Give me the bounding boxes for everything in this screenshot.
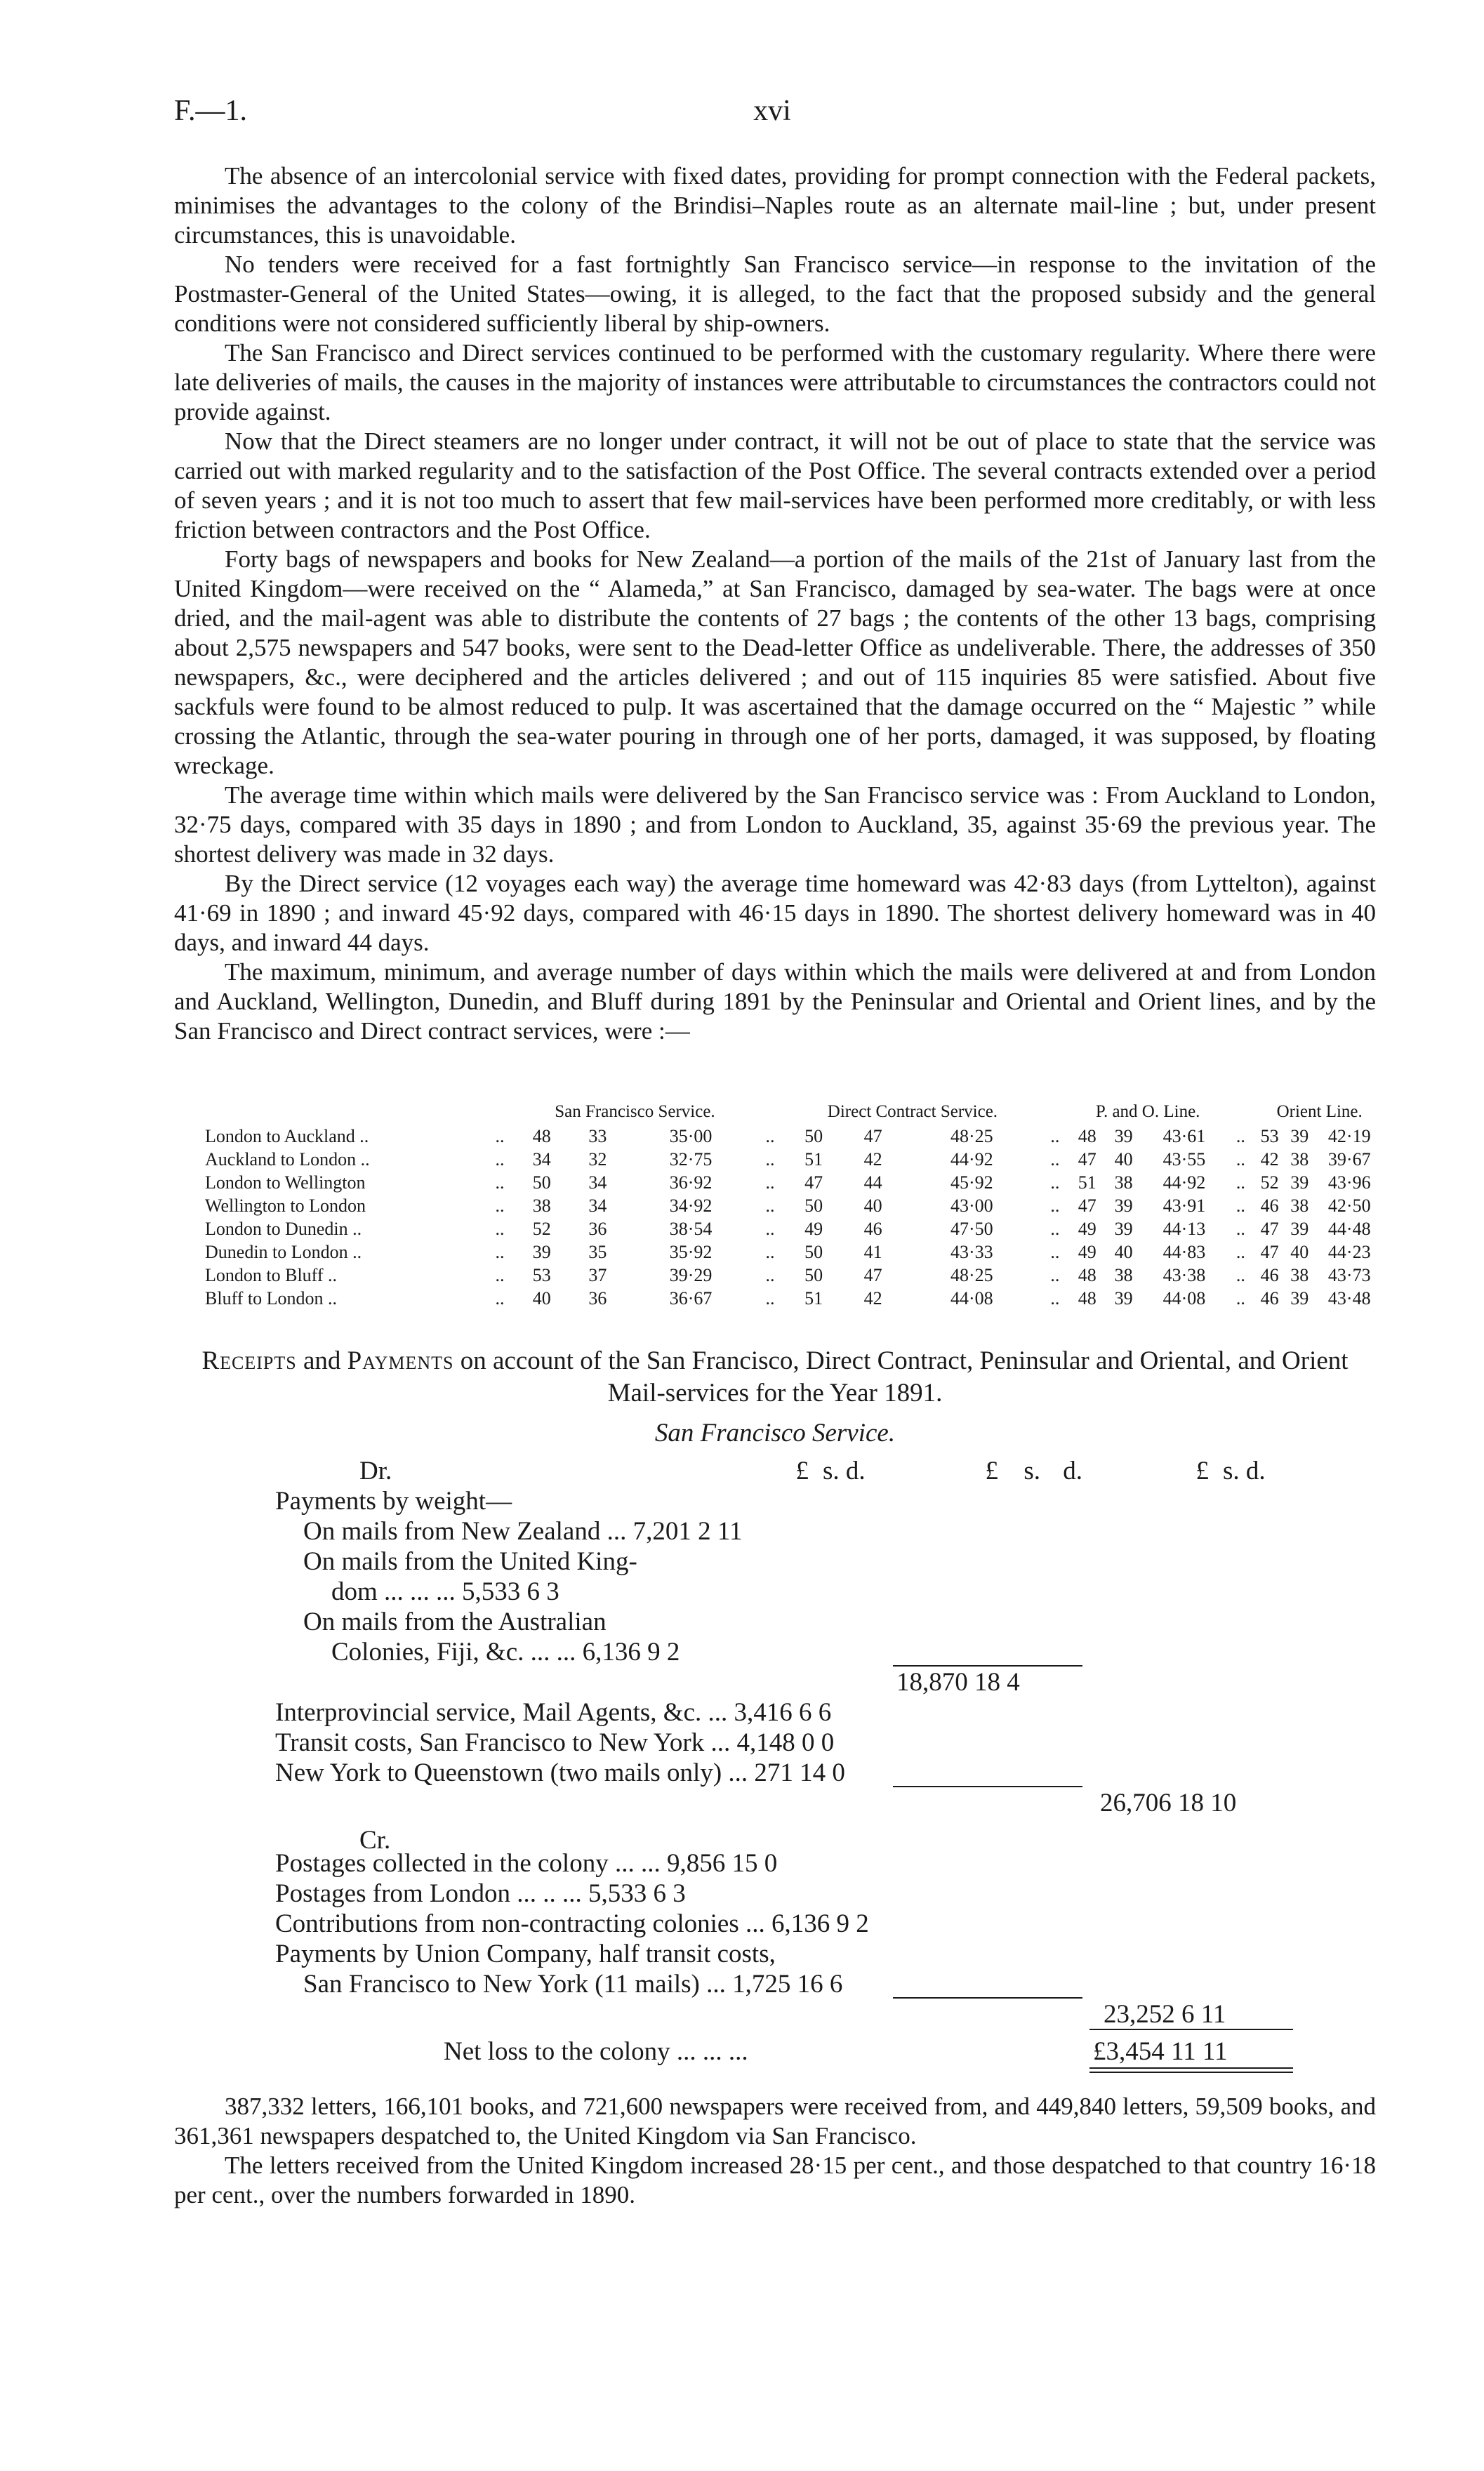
dc-min-cell: 40: [863, 1195, 882, 1216]
leader-dots: ..: [765, 1149, 775, 1170]
po-min-cell: 39: [1114, 1288, 1133, 1309]
receipts-payments-heading: [174, 1345, 1376, 1410]
or-avg-cell: 43·96: [1327, 1172, 1371, 1193]
dc-avg-cell: 43·00: [950, 1195, 993, 1216]
sf-min-cell: 36: [588, 1219, 607, 1239]
or-avg-cell: 42·19: [1327, 1126, 1371, 1146]
dc-max-cell: 50: [804, 1265, 823, 1285]
or-max-cell: 46: [1260, 1265, 1279, 1285]
po-min-cell: 38: [1114, 1265, 1133, 1285]
or-max-cell: 47: [1260, 1242, 1279, 1262]
po-max-cell: 48: [1078, 1126, 1097, 1146]
heading-rest: on account of the San Francisco, Direct Contract, Peninsular and Oriental, and Orient Mail-services for the Year 1891.: [460, 1346, 1349, 1407]
leader-dots: ..: [765, 1172, 775, 1193]
uk-mails-row-1: [275, 1546, 1279, 1577]
dc-avg-cell: 44·08: [950, 1288, 993, 1309]
weight-subtotal: 18,870 18 4: [896, 1668, 1020, 1697]
dc-min-cell: 46: [863, 1219, 882, 1239]
po-max-cell: 48: [1078, 1288, 1097, 1309]
dc-max-cell: 49: [804, 1219, 823, 1239]
sf-max-cell: 52: [532, 1219, 551, 1239]
dc-max-cell: 50: [804, 1195, 823, 1216]
dc-avg-cell: 47·50: [950, 1219, 993, 1239]
sf-max-cell: 38: [532, 1195, 551, 1216]
po-min-cell: 39: [1114, 1126, 1133, 1146]
header-sf-service: San Francisco Service.: [555, 1102, 715, 1121]
leader-dots: ..: [1235, 1172, 1245, 1193]
sf-min-cell: 36: [588, 1288, 607, 1309]
table-row: [205, 1264, 1384, 1287]
or-avg-cell: 43·48: [1327, 1288, 1371, 1309]
leader-dots: ..: [765, 1195, 775, 1216]
po-avg-cell: 44·08: [1162, 1288, 1206, 1309]
dc-avg-cell: 45·92: [950, 1172, 993, 1193]
po-max-cell: 48: [1078, 1265, 1097, 1285]
table-header-row: [205, 1104, 1384, 1125]
po-avg-cell: 44·92: [1162, 1172, 1206, 1193]
po-avg-cell: 43·61: [1162, 1126, 1206, 1146]
nz-mails-label: On mails from New Zealand ... 7,201 2 11: [303, 1517, 743, 1546]
col2-d-header: d.: [1063, 1457, 1082, 1485]
dc-avg-cell: 48·25: [950, 1126, 993, 1146]
leader-dots: ..: [765, 1265, 775, 1285]
leader-dots: ..: [495, 1126, 505, 1146]
table-row: [205, 1194, 1384, 1217]
header-orient: Orient Line.: [1276, 1102, 1363, 1121]
subtotal-row: [275, 1667, 1279, 1697]
po-max-cell: 49: [1078, 1242, 1097, 1262]
or-min-cell: 39: [1290, 1288, 1309, 1309]
leader-dots: ..: [1235, 1265, 1245, 1285]
or-min-cell: 40: [1290, 1242, 1309, 1262]
or-min-cell: 38: [1290, 1149, 1309, 1170]
leader-dots: ..: [1050, 1242, 1060, 1262]
cr-total: 23,252 6 11: [1104, 2000, 1226, 2029]
dc-min-cell: 42: [863, 1288, 882, 1309]
table-row: [205, 1171, 1384, 1194]
sf-max-cell: 40: [532, 1288, 551, 1309]
po-max-cell: 51: [1078, 1172, 1097, 1193]
sf-service-title: San Francisco Service.: [654, 1419, 896, 1448]
leader-dots: ..: [495, 1242, 505, 1262]
paragraph-intercolonial: The absence of an intercolonial service with fixed dates, providing for prompt connection with the Federal packets, minimises the advantages to the colony of the Brindisi–Naples route as an alternate mail-line ; but, under present circumstances, this is unavoidable.: [174, 162, 1376, 249]
col2-s-header: s.: [1023, 1457, 1040, 1485]
sf-min-cell: 34: [588, 1195, 607, 1216]
cr-total-rule: [893, 1997, 1082, 1999]
po-min-cell: 39: [1114, 1195, 1133, 1216]
account-header-row: [275, 1456, 1279, 1486]
route-cell: Dunedin to London ..: [205, 1242, 362, 1262]
dr-total-rule: [893, 1786, 1082, 1787]
sf-min-cell: 33: [588, 1126, 607, 1146]
sf-avg-cell: 36·67: [669, 1288, 713, 1309]
subtotal-rule: [893, 1665, 1082, 1667]
leader-dots: ..: [1050, 1195, 1060, 1216]
or-min-cell: 39: [1290, 1219, 1309, 1239]
dc-avg-cell: 44·92: [950, 1149, 993, 1170]
or-avg-cell: 44·48: [1327, 1219, 1371, 1239]
aus-mails-label-cont: Colonies, Fiji, &c. ... ... 6,136 9 2: [331, 1638, 680, 1667]
sf-min-cell: 34: [588, 1172, 607, 1193]
leader-dots: ..: [1235, 1149, 1245, 1170]
heading-receipts: Receipts: [201, 1346, 297, 1375]
dc-max-cell: 50: [804, 1126, 823, 1146]
sf-max-cell: 50: [532, 1172, 551, 1193]
sf-avg-cell: 38·54: [669, 1219, 713, 1239]
page-number: xvi: [753, 95, 791, 127]
sf-min-cell: 32: [588, 1149, 607, 1170]
net-loss-row: [275, 2036, 1279, 2067]
sf-account: [275, 1456, 1279, 2067]
leader-dots: ..: [495, 1288, 505, 1309]
newyork-row: [275, 1758, 1279, 1788]
leader-dots: ..: [765, 1288, 775, 1309]
table-body: [205, 1125, 1384, 1310]
po-avg-cell: 44·83: [1162, 1242, 1206, 1262]
sf-avg-cell: 36·92: [669, 1172, 713, 1193]
payments-by-weight-row: [275, 1486, 1279, 1516]
net-loss-label: Net loss to the colony ... ... ...: [444, 2037, 748, 2066]
leader-dots: ..: [765, 1126, 775, 1146]
or-min-cell: 39: [1290, 1172, 1309, 1193]
leader-dots: ..: [495, 1149, 505, 1170]
cr-header-row: [275, 1818, 1279, 1855]
leader-dots: ..: [765, 1242, 775, 1262]
dc-min-cell: 41: [863, 1242, 882, 1262]
sf-max-cell: 48: [532, 1126, 551, 1146]
leader-dots: ..: [495, 1219, 505, 1239]
union-row-2: [275, 1969, 1279, 1999]
po-avg-cell: 43·38: [1162, 1265, 1206, 1285]
leader-dots: ..: [495, 1172, 505, 1193]
route-cell: London to Auckland ..: [205, 1126, 369, 1146]
route-cell: London to Dunedin ..: [205, 1219, 362, 1239]
or-max-cell: 46: [1260, 1288, 1279, 1309]
transit-label: Transit costs, San Francisco to New York ... 4,148 0 0: [275, 1728, 835, 1757]
po-max-cell: 49: [1078, 1219, 1097, 1239]
paragraph-direct-steamers: Now that the Direct steamers are no longer under contract, it will not be out of place to state that the service was carried out with marked regularity and to the satisfaction of the Post Office. The several contracts extended over a period of seven years ; and it is not too much to assert that few mail-services have been performed more creditably, or with less friction between contractors and the Post Office.: [174, 428, 1376, 543]
aus-mails-label: On mails from the Australian: [303, 1608, 607, 1636]
aus-mails-row-1: [275, 1607, 1279, 1637]
route-cell: Auckland to London ..: [205, 1149, 370, 1170]
table-row: [205, 1125, 1384, 1148]
or-max-cell: 52: [1260, 1172, 1279, 1193]
paragraph-average-time-direct: By the Direct service (12 voyages each way) the average time homeward was 42·83 days (from Lyttelton), against 41·69 in 1890 ; and inward 45·92 days, compared with 46·15 days in 1890. The shortest delivery homeward was in 40 days, and inward 44 days.: [174, 870, 1376, 956]
sf-avg-cell: 39·29: [669, 1265, 713, 1285]
net-double-rule-2: [1089, 2072, 1293, 2073]
or-avg-cell: 39·67: [1327, 1149, 1371, 1170]
heading-and: and: [303, 1346, 341, 1375]
col1-pounds-header: £: [795, 1457, 809, 1485]
sf-avg-cell: 32·75: [669, 1149, 713, 1170]
or-max-cell: 46: [1260, 1195, 1279, 1216]
leader-dots: ..: [1235, 1195, 1245, 1216]
union-row-1: [275, 1939, 1279, 1969]
dr-label: Dr.: [359, 1457, 392, 1485]
po-max-cell: 47: [1078, 1195, 1097, 1216]
po-max-cell: 47: [1078, 1149, 1097, 1170]
leader-dots: ..: [1235, 1242, 1245, 1262]
po-avg-cell: 43·91: [1162, 1195, 1206, 1216]
or-avg-cell: 43·73: [1327, 1265, 1371, 1285]
col3-sd-header: s. d.: [1223, 1457, 1266, 1485]
po-avg-cell: 43·55: [1162, 1149, 1206, 1170]
po-min-cell: 40: [1114, 1242, 1133, 1262]
header-direct-contract: Direct Contract Service.: [827, 1102, 998, 1121]
postages-colony-label: Postages collected in the colony ... ... 9,856 15 0: [275, 1849, 778, 1878]
table-row: [205, 1240, 1384, 1264]
dc-min-cell: 47: [863, 1126, 882, 1146]
or-min-cell: 39: [1290, 1126, 1309, 1146]
interprovincial-row: [275, 1697, 1279, 1728]
sf-min-cell: 35: [588, 1242, 607, 1262]
col2-pounds-header: £: [985, 1457, 998, 1485]
postages-colony-row: [275, 1848, 1279, 1879]
dc-min-cell: 47: [863, 1265, 882, 1285]
dr-total: 26,706 18 10: [1100, 1789, 1237, 1817]
table-row: [205, 1217, 1384, 1240]
payments-by-weight-label: Payments by weight—: [275, 1487, 512, 1516]
dc-max-cell: 47: [804, 1172, 823, 1193]
dr-total-row: [275, 1788, 1279, 1818]
po-avg-cell: 44·13: [1162, 1219, 1206, 1239]
dc-min-cell: 44: [863, 1172, 882, 1193]
leader-dots: ..: [495, 1195, 505, 1216]
sf-avg-cell: 35·92: [669, 1242, 713, 1262]
sf-max-cell: 39: [532, 1242, 551, 1262]
or-min-cell: 38: [1290, 1195, 1309, 1216]
table-row: [205, 1287, 1384, 1310]
paragraph-tenders: No tenders were received for a fast fortnightly San Francisco service—in response to the invitation of the Postmaster-General of the United States—owing, it is alleged, to the fact that the proposed subsidy and the general conditions were not considered sufficiently liberal by ship-owners.: [174, 251, 1376, 337]
dc-max-cell: 50: [804, 1242, 823, 1262]
table-row: [205, 1148, 1384, 1171]
or-min-cell: 38: [1290, 1265, 1309, 1285]
contributions-row: [275, 1909, 1279, 1939]
route-cell: Wellington to London: [205, 1195, 366, 1216]
paragraph-regularity: The San Francisco and Direct services continued to be performed with the customary regularity. Where there were late deliveries of mails, the causes in the majority of instances were attributable to circumstances the contractors could not provide against.: [174, 339, 1376, 425]
leader-dots: ..: [1235, 1288, 1245, 1309]
newyork-label: New York to Queenstown (two mails only) ... 271 14 0: [275, 1758, 845, 1787]
union-label-cont: San Francisco to New York (11 mails) ... 1,725 16 6: [303, 1970, 843, 1999]
sf-avg-cell: 35·00: [669, 1126, 713, 1146]
or-avg-cell: 42·50: [1327, 1195, 1371, 1216]
sf-max-cell: 34: [532, 1149, 551, 1170]
leader-dots: ..: [1050, 1172, 1060, 1193]
route-cell: London to Bluff ..: [205, 1265, 338, 1285]
leader-dots: ..: [765, 1219, 775, 1239]
nz-mails-row: [275, 1516, 1279, 1546]
heading-payments: Payments: [347, 1346, 454, 1375]
paragraph-table-intro: The maximum, minimum, and average number of days within which the mails were delivered at and from London and Auckland, Wellington, Dunedin, and Bluff during 1891 by the Peninsular and Oriental and Orient lines, and by the San Francisco and Direct contract services, were :—: [174, 958, 1376, 1045]
route-cell: London to Wellington: [205, 1172, 366, 1193]
cr-total-row: [275, 1999, 1279, 2029]
po-min-cell: 38: [1114, 1172, 1133, 1193]
uk-mails-label-cont: dom ... ... ... 5,533 6 3: [331, 1577, 559, 1606]
leader-dots: ..: [495, 1265, 505, 1285]
dc-avg-cell: 48·25: [950, 1265, 993, 1285]
sf-avg-cell: 34·92: [669, 1195, 713, 1216]
leader-dots: ..: [1050, 1219, 1060, 1239]
net-rule: [1089, 2029, 1293, 2030]
or-max-cell: 53: [1260, 1126, 1279, 1146]
or-avg-cell: 44·23: [1327, 1242, 1371, 1262]
leader-dots: ..: [1235, 1126, 1245, 1146]
sf-max-cell: 53: [532, 1265, 551, 1285]
closing-text: [174, 2092, 1376, 2210]
paragraph-average-time-sf: The average time within which mails were delivered by the San Francisco service was : From Auckland to London, 32·75 days, compared with 35 days in 1890 ; and from London to Auckland, 35, against 35·69 the previous year. The shortest delivery was made in 32 days.: [174, 781, 1376, 868]
leader-dots: ..: [1050, 1288, 1060, 1309]
postages-london-label: Postages from London ... .. ... 5,533 6 3: [275, 1879, 686, 1908]
body-text: [174, 161, 1376, 1046]
transit-row: [275, 1728, 1279, 1758]
or-max-cell: 47: [1260, 1219, 1279, 1239]
delivery-days-table: [205, 1104, 1384, 1310]
paragraph-letters-increase: The letters received from the United Kingdom increased 28·15 per cent., and those despatched to that country 16·18 per cent., over the numbers forwarded in 1890.: [174, 2152, 1376, 2208]
po-min-cell: 39: [1114, 1219, 1133, 1239]
dc-min-cell: 42: [863, 1149, 882, 1170]
net-double-rule-1: [1089, 2067, 1293, 2069]
uk-mails-row-2: [275, 1577, 1279, 1607]
dc-max-cell: 51: [804, 1288, 823, 1309]
paragraph-letters-counts: 387,332 letters, 166,101 books, and 721,600 newspapers were received from, and 449,840 letters, 59,509 books, and 361,361 newspapers despatched to, the United Kingdom via San Francisco.: [174, 2093, 1376, 2149]
union-label: Payments by Union Company, half transit costs,: [275, 1940, 776, 1968]
interprovincial-label: Interprovincial service, Mail Agents, &c. ... 3,416 6 6: [275, 1698, 832, 1727]
leader-dots: ..: [1235, 1219, 1245, 1239]
col1-sd-header: s. d.: [823, 1457, 866, 1485]
uk-mails-label: On mails from the United King-: [303, 1547, 637, 1576]
or-max-cell: 42: [1260, 1149, 1279, 1170]
col3-pounds-header: £: [1195, 1457, 1209, 1485]
leader-dots: ..: [1050, 1149, 1060, 1170]
contributions-label: Contributions from non-contracting colonies ... 6,136 9 2: [275, 1909, 869, 1938]
dc-avg-cell: 43·33: [950, 1242, 993, 1262]
page-reference: F.—1.: [174, 95, 247, 127]
po-min-cell: 40: [1114, 1149, 1133, 1170]
net-loss-value: £3,454 11 11: [1093, 2037, 1228, 2066]
route-cell: Bluff to London ..: [205, 1288, 338, 1309]
paragraph-damaged-bags: Forty bags of newspapers and books for New Zealand—a portion of the mails of the 21st of January last from the United Kingdom—were received on the “ Alameda,” at San Francisco, damaged by sea-water. The bags were at once dried, and the mail-agent was able to distribute the contents of 27 bags ; the contents of the other 13 bags, comprising about 2,575 newspapers and 547 books, were sent to the Dead-letter Office as undeliverable. There, the addresses of 350 newspapers, &c., were deciphered and the articles delivered ; and out of 115 inquiries 85 were satisfied. About five sackfuls were found to be almost reduced to pulp. It was ascertained that the damage occurred on the “ Majestic ” while crossing the Atlantic, through the sea-water pouring in through one of her ports, damaged, it was supposed, by floating wreckage.: [174, 545, 1376, 779]
cr-label: Cr.: [359, 1826, 391, 1855]
aus-mails-row-2: [275, 1637, 1279, 1667]
postages-london-row: [275, 1879, 1279, 1909]
header-p-and-o: P. and O. Line.: [1095, 1102, 1200, 1121]
sf-min-cell: 37: [588, 1265, 607, 1285]
leader-dots: ..: [1050, 1265, 1060, 1285]
leader-dots: ..: [1050, 1126, 1060, 1146]
dc-max-cell: 51: [804, 1149, 823, 1170]
